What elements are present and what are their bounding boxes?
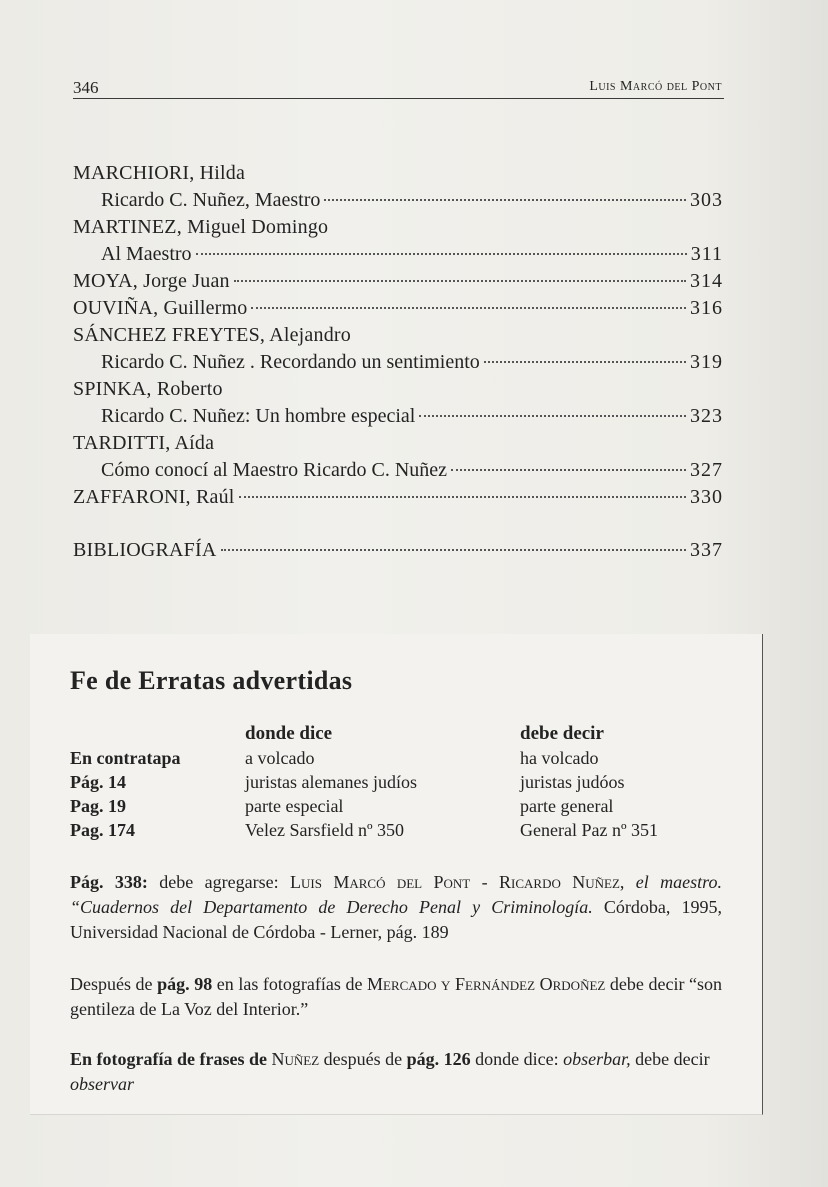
column-header-should: debe decir	[520, 723, 604, 744]
errata-location: En contratapa	[70, 748, 181, 768]
errata-note-photos: Después de pág. 98 en las fotografías de Mercado y Fernández Ordoñez debe decir “son gentileza de La Voz del Interior.”	[70, 974, 722, 1019]
errata-where: juristas alemanes judíos	[245, 772, 417, 792]
page-ref: 327	[690, 459, 723, 481]
index-entry-bibliography: BIBLIOGRAFÍA 337	[73, 537, 723, 564]
index-entry-author: MARTINEZ, Miguel Domingo	[73, 216, 329, 238]
column-header-where: donde dice	[245, 723, 333, 744]
errata-where: Velez Sarsfield nº 350	[245, 820, 405, 840]
page-ref: 316	[690, 297, 723, 319]
errata-should: General Paz nº 351	[520, 820, 659, 840]
errata-title: Fe de Erratas advertidas	[70, 666, 353, 695]
errata-location: Pag. 19	[70, 796, 126, 816]
dot-leader	[196, 253, 687, 255]
index-entry-title: Ricardo C. Nuñez: Un hombre especial 323	[73, 403, 723, 430]
page-header	[73, 72, 724, 99]
photographer-names: Mercado y Fernández Ordoñez	[367, 974, 606, 994]
index-entry-author: TARDITTI, Aída	[73, 432, 215, 454]
index-entry-author: OUVIÑA, Guillermo 316	[73, 295, 723, 322]
cited-title: el maestro. “Cuadernos del Departamento de Derecho Penal y Criminología.	[70, 872, 723, 917]
dot-leader	[221, 549, 686, 551]
dot-leader	[251, 307, 686, 309]
dot-leader	[419, 415, 686, 417]
dot-leader	[324, 199, 686, 201]
errata-should: parte general	[520, 796, 614, 816]
errata-location: Pag. 174	[70, 820, 135, 840]
index-entry-title: Ricardo C. Nuñez, Maestro 303	[73, 187, 723, 214]
dot-leader	[234, 280, 686, 282]
errata-row	[70, 818, 750, 842]
page-ref: 319	[690, 351, 723, 373]
page-ref: 311	[690, 243, 723, 265]
page-ref: 337	[690, 539, 723, 561]
errata-note-pag-338: Pág. 338: debe agregarse: Luis Marcó del Pont - Ricardo Nuñez, el maestro. “Cuadernos del Departamento de Derecho Penal y Criminología. Córdoba, 1995, Universidad Nacional de Córdoba - Lerner, pág. 189	[70, 872, 723, 942]
index-list	[73, 160, 723, 564]
errata-row	[70, 746, 750, 770]
page-ref: 303	[690, 189, 723, 211]
index-entry-title: Ricardo C. Nuñez . Recordando un sentimiento 319	[73, 349, 723, 376]
errata-table-header	[70, 722, 750, 746]
index-entry-title: Cómo conocí al Maestro Ricardo C. Nuñez 327	[73, 457, 723, 484]
running-head: Luis Marcó del Pont	[589, 79, 722, 94]
page-ref: 330	[690, 486, 723, 508]
index-entry-author: MARCHIORI, Hilda	[73, 162, 246, 184]
index-entry-title: Al Maestro 311	[73, 241, 723, 268]
errata-should: juristas judóos	[520, 772, 625, 792]
page-number: 346	[73, 78, 99, 97]
page-ref: 323	[690, 405, 723, 427]
wrong-word: obserbar,	[563, 1049, 631, 1069]
dot-leader	[484, 361, 686, 363]
index-entry-author: MOYA, Jorge Juan 314	[73, 268, 723, 295]
dot-leader	[239, 496, 686, 498]
errata-row	[70, 794, 750, 818]
dot-leader	[451, 469, 686, 471]
errata-table	[70, 722, 750, 842]
correct-word: observar	[70, 1074, 134, 1094]
errata-where: parte especial	[245, 796, 344, 816]
errata-should: ha volcado	[520, 748, 599, 768]
errata-location: Pág. 14	[70, 772, 126, 792]
page-ref: 314	[690, 270, 723, 292]
errata-note-phrases: En fotografía de frases de Nuñez después de pág. 126 donde dice: obserbar, debe decir observar	[70, 1049, 710, 1094]
errata-row	[70, 770, 750, 794]
author-names: Luis Marcó del Pont - Ricardo Nuñez,	[290, 872, 625, 892]
errata-where: a volcado	[245, 748, 315, 768]
index-entry-author: SPINKA, Roberto	[73, 378, 223, 400]
index-entry-author: SÁNCHEZ FREYTES, Alejandro	[73, 324, 351, 346]
index-entry-author: ZAFFARONI, Raúl 330	[73, 484, 723, 511]
